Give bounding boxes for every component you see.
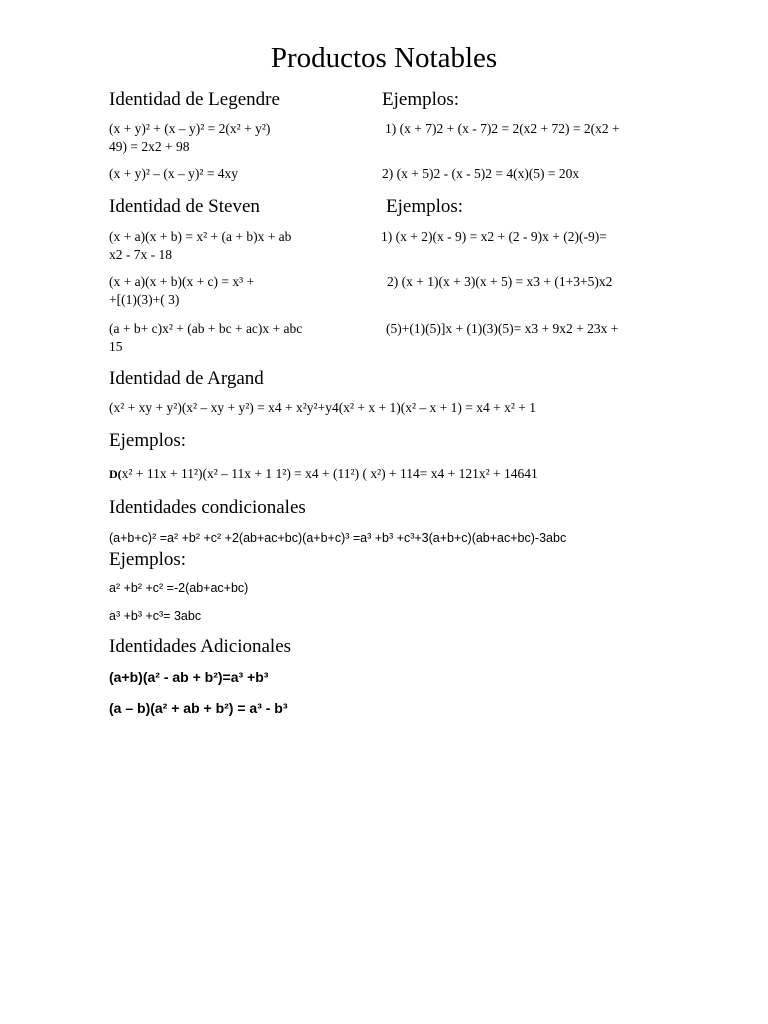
- argand-examples-heading: Ejemplos:: [109, 430, 187, 451]
- steven-formula-3-continued: 15: [109, 339, 123, 354]
- legendre-example-1: 1) (x + 7)2 + (x - 7)2 = 2(x2 + 72) = 2(x2 +: [385, 121, 620, 136]
- legendre-example-2: 2) (x + 5)2 - (x - 5)2 = 4(x)(5) = 20x: [382, 166, 580, 181]
- steven-formula-2-continued: +[(1)(3)+( 3): [109, 292, 180, 307]
- steven-heading: Identidad de Steven: [109, 196, 260, 217]
- steven-example-3: (5)+(1)(5)]x + (1)(3)(5)= x3 + 9x2 + 23x +: [386, 321, 619, 336]
- steven-example-1: 1) (x + 2)(x - 9) = x2 + (2 - 9)x + (2)(-9)=: [381, 229, 607, 244]
- legendre-formula-2: (x + y)² – (x – y)² = 4xy: [109, 166, 239, 181]
- steven-formula-1-continued: x2 - 7x - 18: [109, 247, 172, 262]
- condicionales-heading: Identidades condicionales: [109, 497, 306, 518]
- legendre-examples-heading: Ejemplos:: [382, 89, 460, 110]
- condicionales-example-1: a² +b² +c² =-2(ab+ac+bc): [109, 581, 249, 595]
- argand-example-prefix: D(: [109, 467, 122, 481]
- legendre-formula-1: (x + y)² + (x – y)² = 2(x² + y²): [109, 121, 271, 136]
- argand-example-text: x² + 11x + 11²)(x² – 11x + 1 1²) = x4 + (11²) ( x²) + 114= x4 + 121x² + 14641: [121, 466, 538, 481]
- adicionales-formula-2: (a – b)(a² + ab + b²) = a³ - b³: [109, 700, 288, 716]
- argand-formula: (x² + xy + y²)(x² – xy + y²) = x4 + x²y²+y4(x² + x + 1)(x² – x + 1) = x4 + x² + 1: [109, 400, 537, 415]
- steven-formula-2: (x + a)(x + b)(x + c) = x³ +: [109, 274, 255, 289]
- legendre-formula-1-continued: 49) = 2x2 + 98: [109, 139, 190, 154]
- condicionales-formula: (a+b+c)² =a² +b² +c² +2(ab+ac+bc)(a+b+c)³ =a³ +b³ +c³+3(a+b+c)(ab+ac+bc)-3abc: [109, 531, 567, 545]
- argand-example: [109, 466, 538, 482]
- page-title: Productos Notables: [270, 42, 498, 74]
- steven-formula-3: (a + b+ c)x² + (ab + bc + ac)x + abc: [109, 321, 303, 336]
- condicionales-example-2: a³ +b³ +c³= 3abc: [109, 609, 202, 623]
- legendre-heading: Identidad de Legendre: [109, 89, 280, 110]
- adicionales-heading: Identidades Adicionales: [109, 636, 292, 657]
- adicionales-formula-1: (a+b)(a² - ab + b²)=a³ +b³: [109, 669, 269, 685]
- steven-examples-heading: Ejemplos:: [386, 196, 464, 217]
- argand-heading: Identidad de Argand: [109, 368, 264, 389]
- condicionales-examples-heading: Ejemplos:: [109, 549, 187, 570]
- steven-example-2: 2) (x + 1)(x + 3)(x + 5) = x3 + (1+3+5)x2: [387, 274, 613, 289]
- steven-formula-1: (x + a)(x + b) = x² + (a + b)x + ab: [109, 229, 292, 244]
